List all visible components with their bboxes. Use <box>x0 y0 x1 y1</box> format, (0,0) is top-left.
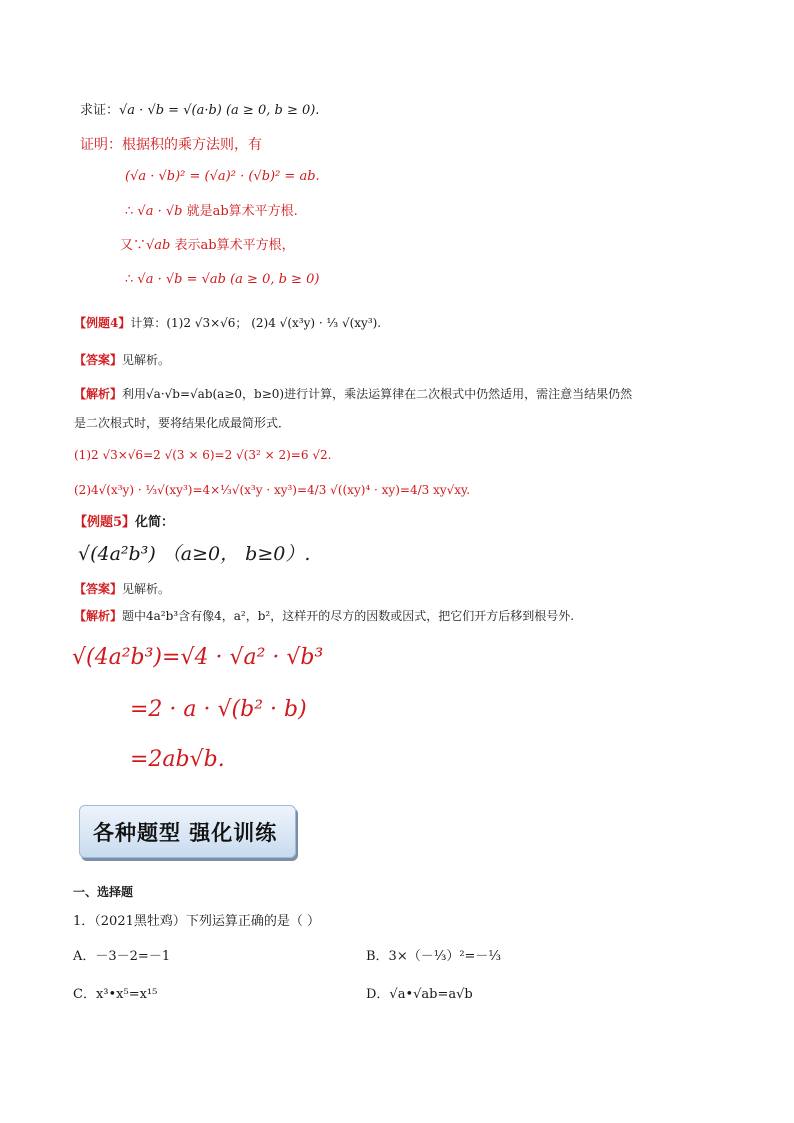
example4-answer-text: 见解析。 <box>122 353 171 367</box>
proof-step4-expr: √a · √b = √ab (a ≥ 0, b ≥ 0) <box>137 272 320 287</box>
question1-option-c: C．x³•x⁵=x¹⁵ <box>73 987 158 1002</box>
example4-tag: 【例题4】 <box>74 316 131 330</box>
example4-analysis-line2: 是二次根式时，要将结果化成最简形式． <box>74 416 291 430</box>
proof-step4-prefix: ∴ <box>125 272 138 287</box>
example4-analysis-line1 <box>74 385 632 403</box>
proof-step4 <box>125 271 319 289</box>
example5-answer-text: 见解析。 <box>122 582 171 596</box>
section-banner-text: 各种题型 强化训练 <box>93 821 278 845</box>
proof-step2 <box>125 203 298 221</box>
example4-analysis-tag: 【解析】 <box>74 387 123 401</box>
example5-step1: √(4a²b³)=√4 · √a² · √b³ <box>72 645 324 670</box>
example5-title: 化简： <box>135 515 175 530</box>
example5-step2: =2 · a · √(b² · b) <box>130 697 307 722</box>
proof-step2-prefix: ∴ <box>125 204 138 219</box>
question1-option-d: D．√a•√ab=a√b <box>366 987 473 1002</box>
example4-question <box>74 314 381 332</box>
prove-label: 求证： <box>80 103 120 118</box>
example4-solution1: (1)2 √3×√6=2 √(3 × 6)=2 √(3² × 2)=6 √2. <box>74 448 332 462</box>
proof-step3-prefix: 又∵ <box>120 238 147 253</box>
example5-step3: =2ab√b. <box>130 747 225 772</box>
example5-answer-tag: 【答案】 <box>74 582 123 596</box>
proof-step2-expr: √a · √b <box>137 204 183 219</box>
example4-analysis-text1: 利用√a·√b=√ab(a≥0，b≥0)进行计算，乘法运算律在二次根式中仍然适用，需注意当结果仍然 <box>122 387 633 401</box>
proof-intro: 证明：根据积的乘方法则，有 <box>80 137 262 153</box>
example4-answer-tag: 【答案】 <box>74 353 123 367</box>
example5-analysis-tag: 【解析】 <box>74 609 123 623</box>
prove-formula: √a · √b = √(a·b) (a ≥ 0, b ≥ 0). <box>119 103 320 118</box>
section-banner <box>79 805 296 858</box>
section-title: 一、选择题 <box>73 885 134 899</box>
proof-step3-expr: √ab <box>146 238 171 253</box>
example5-expression: √(4a²b³) （a≥0， b≥0）. <box>78 543 311 565</box>
question1-option-a: A．－3－2=－1 <box>73 949 171 964</box>
example5-header <box>74 514 174 532</box>
example5-answer <box>74 580 170 598</box>
example5-analysis <box>74 607 574 625</box>
proof-step2-suffix: 就是ab算术平方根. <box>182 204 298 219</box>
prove-statement <box>80 102 319 120</box>
example5-analysis-text: 题中4a²b³含有像4，a²，b²，这样开的尽方的因数或因式，把它们开方后移到根号外. <box>122 609 575 623</box>
proof-step3-suffix: 表示ab算术平方根， <box>170 238 295 253</box>
example4-question-text: 计算：(1)2 √3×√6； (2)4 √(x³y) · ⅓ √(xy³). <box>130 316 382 330</box>
example4-answer <box>74 351 170 369</box>
proof-step1: (√a · √b)² = (√a)² · (√b)² = ab. <box>125 169 320 184</box>
example5-tag: 【例题5】 <box>74 515 136 530</box>
question1-stem: 1．（2021黑牡鸡）下列运算正确的是（ ） <box>73 914 320 929</box>
proof-step3 <box>120 237 295 255</box>
question1-option-b: B．3×（－⅓）²=－⅓ <box>366 949 502 964</box>
example4-solution2: (2)4√(x³y) · ⅓√(xy³)=4×⅓√(x³y · xy³)=4/3 √((xy)⁴ · xy)=4/3 xy√xy. <box>74 483 471 497</box>
